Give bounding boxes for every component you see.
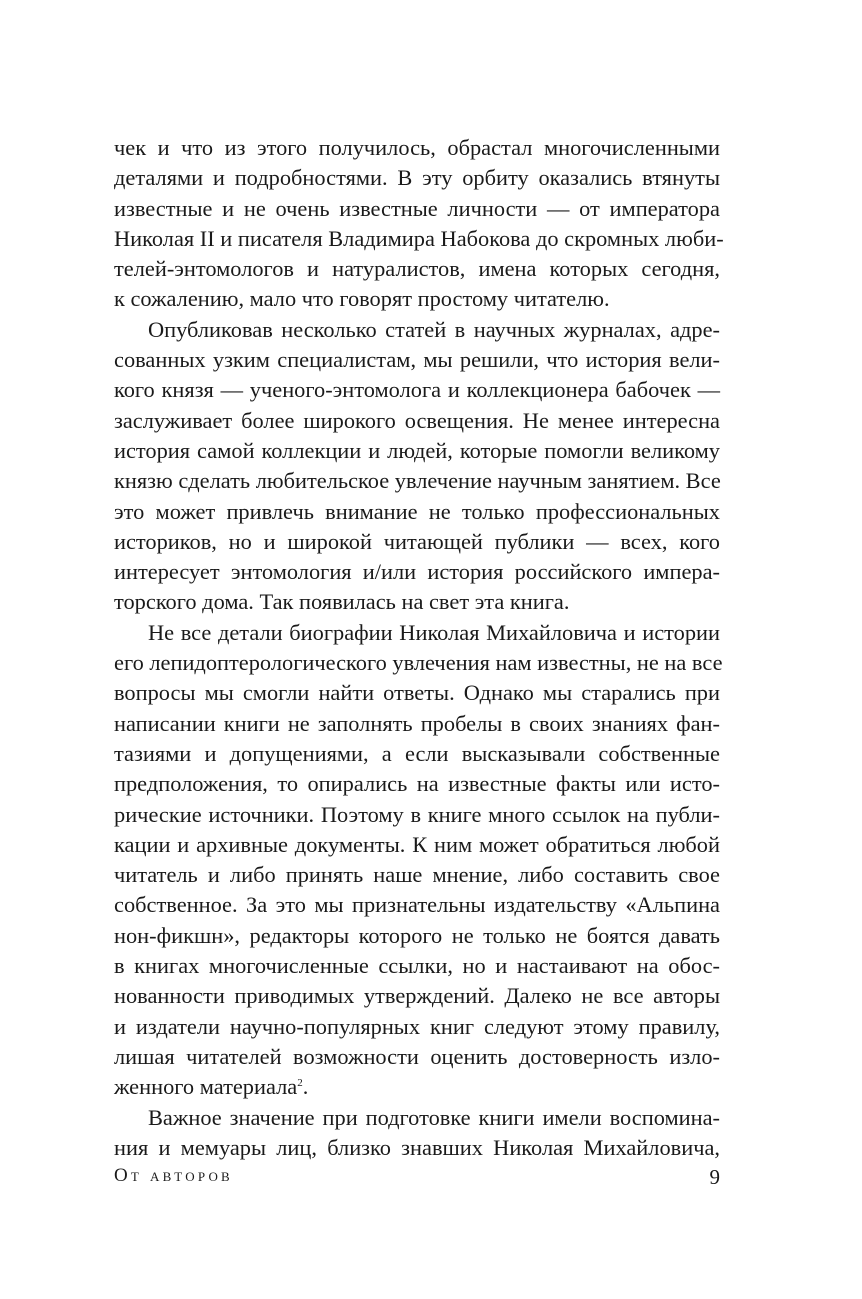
text-line: деталями и подробностями. В эту орбиту оказались втянуты (114, 165, 720, 191)
text-line: в книгах многочисленные ссылки, но и настаивают на обос- (114, 953, 720, 979)
text-line: собственное. За это мы признательны издательству «Альпина (114, 892, 720, 918)
paragraph-1 (114, 133, 724, 315)
text-line: сованных узким специалистам, мы решили, что история вели- (114, 347, 720, 373)
text-line: написании книги не заполнять пробелы в своих знаниях фан- (114, 710, 720, 736)
text-line: Опубликовав несколько статей в научных журналах, адре- (148, 316, 720, 342)
sentence-end: . (302, 1074, 309, 1100)
text-line: тазиями и допущениями, а если высказывали собственные (114, 740, 720, 766)
text-line: князю сделать любительское увлечение научным занятием. Все (114, 468, 721, 494)
text-line: Николая II и писателя Владимира Набокова до скромных люби- (114, 225, 724, 251)
text-line: ния и мемуары лиц, близко знавших Николая Михайловича, (114, 1134, 720, 1160)
page-footer (114, 1165, 720, 1197)
page-number: 9 (709, 1165, 720, 1189)
body-text (114, 133, 724, 1163)
text-line: лишая читателей возможности оценить достоверность изло- (114, 1043, 720, 1069)
text-line: Не все детали биографии Николая Михайловича и истории (148, 619, 720, 645)
text-line: нон-фикшн», редакторы которого не только не боятся давать (114, 922, 720, 948)
text-line: историков, но и широкой читающей публики — всех, кого (114, 528, 720, 554)
text-line: к сожалению, мало что говорят простому читателю. (114, 286, 610, 312)
text-line-content: женного материала (114, 1074, 298, 1100)
text-line: торского дома. Так появилась на свет эта книга. (114, 589, 570, 615)
text-line: заслуживает более широкого освещения. Не менее интересна (114, 407, 720, 433)
text-line: и издатели научно-популярных книг следуют этому правилу, (114, 1013, 720, 1039)
text-line: читатель и либо принять наше мнение, либо составить свое (114, 862, 720, 888)
paragraph-4 (114, 1103, 720, 1164)
text-line: рические источники. Поэтому в книге много ссылок на публи- (114, 801, 720, 827)
text-line: Важное значение при подготовке книги имели воспомина- (148, 1104, 720, 1130)
text-line: это может привлечь внимание не только профессиональных (114, 498, 720, 524)
text-line: история самой коллекции и людей, которые помогли великому (114, 437, 720, 463)
text-line: кого князя — ученого-энтомолога и коллекционера бабочек — (114, 377, 720, 403)
text-line (114, 1072, 720, 1102)
paragraph-2 (114, 315, 720, 618)
text-line: интересует энтомология и/или история российского импера- (114, 559, 720, 585)
text-line: телей-энтомологов и натуралистов, имена которых сегодня, (114, 256, 720, 282)
text-line: его лепидоптерологического увлечения нам известны, не на все (114, 650, 723, 676)
running-head: От авторов (114, 1165, 233, 1186)
paragraph-3 (114, 618, 723, 1103)
text-line: чек и что из этого получилось, обрастал многочисленными (114, 135, 720, 160)
text-line: известные и не очень известные личности — от императора (114, 195, 720, 221)
footnote-mark[interactable]: 2 (297, 1077, 303, 1090)
text-line: кации и архивные документы. К ним может обратиться любой (114, 831, 720, 857)
text-line: предположения, то опирались на известные факты или исто- (114, 771, 720, 797)
text-line: вопросы мы смогли найти ответы. Однако мы старались при (114, 680, 720, 706)
text-line: нованности приводимых утверждений. Далеко не все авторы (114, 983, 720, 1009)
